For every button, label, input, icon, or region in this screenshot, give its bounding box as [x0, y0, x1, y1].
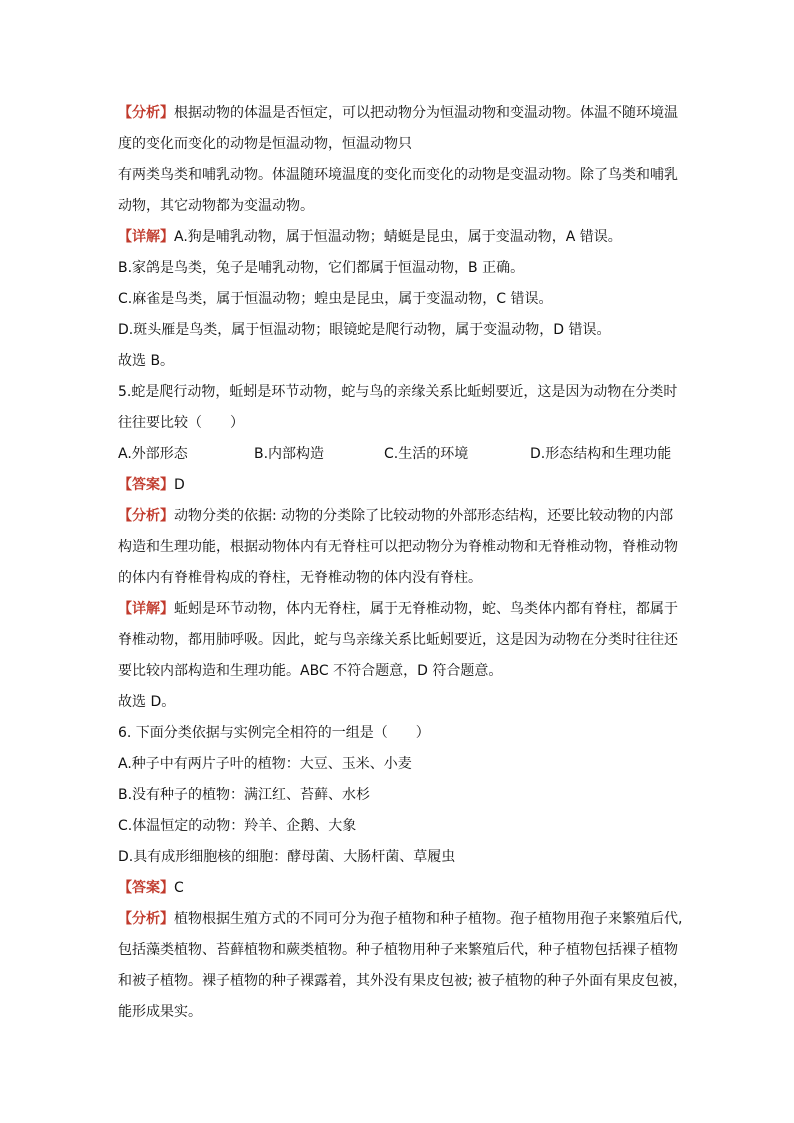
- q6-answer: 【答案】C: [118, 880, 184, 896]
- q6-analysis-line1: 【分析】植物根据生殖方式的不同可分为孢子植物和种子植物。孢子植物用孢子来繁殖后代,: [118, 911, 683, 927]
- q5-options: [118, 439, 680, 470]
- q5-answer: 【答案】D: [118, 477, 185, 493]
- q6-option-c: C.体温恒定的动物：羚羊、企鹅、大象: [118, 818, 357, 834]
- q6-stem: 6. 下面分类依据与实例完全相符的一组是（ ）: [118, 725, 430, 741]
- q5-option-b: B.内部构造: [254, 446, 325, 462]
- q5-analysis-line3: 的体内有脊椎骨构成的脊柱，无脊椎动物的体内没有脊柱。: [118, 570, 482, 586]
- q4-detail-line1: 【详解】A.狗是哺乳动物，属于恒温动物；蜻蜓是昆虫，属于变温动物，A 错误。: [118, 229, 622, 245]
- q6-analysis-line3: 和被子植物。裸子植物的种子裸露着，其外没有果皮包被; 被子植物的种子外面有果皮包被，: [118, 973, 688, 989]
- q6-option-b: B.没有种子的植物：满江红、苔藓、水杉: [118, 787, 371, 803]
- q6-option-a: A.种子中有两片子叶的植物：大豆、玉米、小麦: [118, 756, 412, 772]
- document-page: [118, 98, 688, 1028]
- q5-detail-line3: 要比较内部构造和生理功能。ABC 不符合题意，D 符合题意。: [118, 663, 503, 679]
- q5-stem-line1: 5.蛇是爬行动物，蚯蚓是环节动物，蛇与鸟的亲缘关系比蚯蚓要近，这是因为动物在分类时: [118, 384, 678, 400]
- q5-option-a: A.外部形态: [118, 446, 188, 462]
- q5-stem-line2: 往往要比较（ ）: [118, 415, 244, 431]
- q4-analysis-line1: 【分析】根据动物的体温是否恒定，可以把动物分为恒温动物和变温动物。体温不随环境温: [118, 105, 678, 121]
- q5-analysis-line1: 【分析】动物分类的依据: 动物的分类除了比较动物的外部形态结构，还要比较动物的内部: [118, 508, 674, 524]
- q4-analysis-line4: 动物，其它动物都为变温动物。: [118, 198, 314, 214]
- q5-analysis-line2: 构造和生理功能，根据动物体内有无脊柱可以把动物分为脊椎动物和无脊椎动物，脊椎动物: [118, 539, 678, 555]
- detail-tag: 【详解】: [118, 229, 174, 245]
- answer-tag: 【答案】: [118, 477, 174, 493]
- answer-tag: 【答案】: [118, 880, 174, 896]
- q5-option-d: D.形态结构和生理功能: [530, 446, 672, 462]
- q4-detail-line2: B.家鸽是鸟类，兔子是哺乳动物，它们都属于恒温动物，B 正确。: [118, 260, 525, 276]
- q6-option-d: D.具有成形细胞核的细胞：酵母菌、大肠杆菌、草履虫: [118, 849, 456, 865]
- analysis-tag: 【分析】: [118, 911, 174, 927]
- q6-analysis-line4: 能形成果实。: [118, 1004, 202, 1020]
- q5-detail-line2: 脊椎动物，都用肺呼吸。因此，蛇与鸟亲缘关系比蚯蚓要近，这是因为动物在分类时往往还: [118, 632, 678, 648]
- q4-detail-line3: C.麻雀是鸟类，属于恒温动物；蝗虫是昆虫，属于变温动物，C 错误。: [118, 291, 553, 307]
- q4-detail-line4: D.斑头雁是鸟类，属于恒温动物；眼镜蛇是爬行动物，属于变温动物，D 错误。: [118, 322, 611, 338]
- q4-analysis-line2: 度的变化而变化的动物是恒温动物，恒温动物只: [118, 136, 412, 152]
- q6-analysis-line2: 包括藻类植物、苔藓植物和蕨类植物。种子植物用种子来繁殖后代，种子植物包括裸子植物: [118, 942, 678, 958]
- q4-conclusion: 故选 B。: [118, 353, 175, 369]
- analysis-tag: 【分析】: [118, 105, 174, 121]
- q4-analysis-line3: 有两类鸟类和哺乳动物。体温随环境温度的变化而变化的动物是变温动物。除了鸟类和哺乳: [118, 167, 678, 183]
- q5-option-c: C.生活的环境: [384, 446, 469, 462]
- q5-detail-line1: 【详解】蚯蚓是环节动物，体内无脊柱，属于无脊椎动物，蛇、鸟类体内都有脊柱，都属于: [118, 601, 678, 617]
- q5-conclusion: 故选 D。: [118, 694, 176, 710]
- detail-tag: 【详解】: [118, 601, 174, 617]
- analysis-tag: 【分析】: [118, 508, 174, 524]
